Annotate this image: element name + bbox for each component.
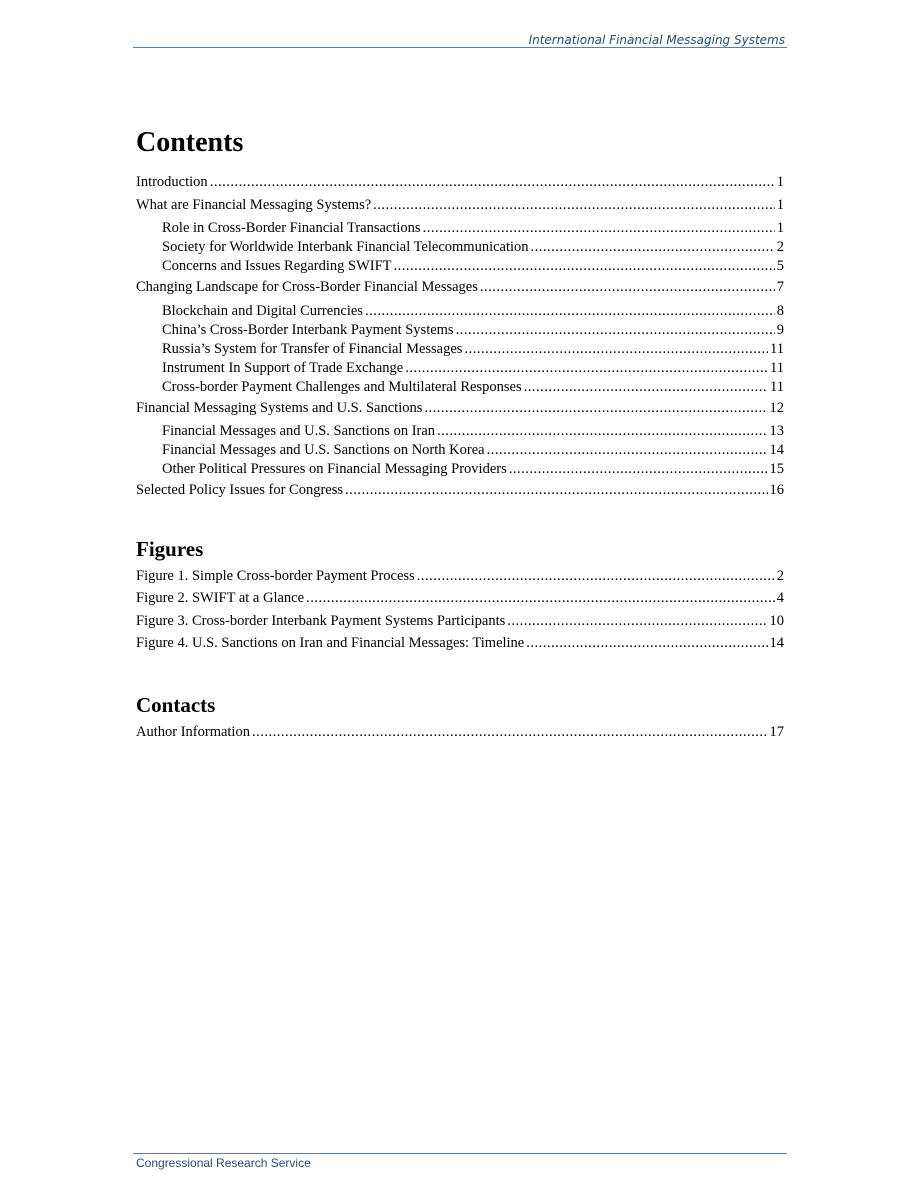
toc-entry-page: 1 [776,196,784,213]
toc-entry-title: Financial Messaging Systems and U.S. Sanctions [136,399,423,416]
toc-entry-title: Financial Messages and U.S. Sanctions on North Korea [162,442,485,458]
dot-leader [526,632,767,655]
toc-entry-title: Figure 2. SWIFT at a Glance [136,590,305,606]
dot-leader [456,321,775,340]
toc-entry[interactable] [136,479,784,502]
contents-heading: Contents [136,127,244,158]
toc-entry-page: 12 [769,399,784,416]
toc-entry-page: 1 [776,174,784,190]
toc-entry-page: 1 [776,220,784,236]
toc-entry-page: 11 [770,378,784,395]
contacts-list [136,721,784,744]
dot-leader [487,441,768,460]
toc-entry[interactable] [136,610,784,633]
dot-leader [345,479,768,502]
dot-leader [531,238,775,257]
toc-entry-title: Introduction [136,174,208,190]
toc-entry-title: Role in Cross-Border Financial Transactions [162,220,421,236]
toc-entry[interactable] [136,194,784,217]
toc-entry-page: 14 [769,635,784,651]
toc-entry-title: Selected Policy Issues for Congress [136,482,343,498]
toc-subentry[interactable] [136,441,784,460]
toc-entry-page: 2 [776,239,784,255]
toc-subentry[interactable] [136,238,784,257]
toc-entry[interactable] [136,397,784,420]
toc-entry-title: Changing Landscape for Cross-Border Financial Messages [136,279,478,295]
toc-entry-page: 11 [770,359,784,376]
toc-entry-page: 4 [776,590,784,606]
toc-subentry[interactable] [136,422,784,441]
toc-subentry[interactable] [136,257,784,276]
toc-entry-title: What are Financial Messaging Systems? [136,196,372,213]
toc-entry[interactable] [136,171,784,194]
header-divider [133,47,787,48]
toc-entry-title: Blockchain and Digital Currencies [162,302,363,319]
toc-entry-page: 16 [769,482,784,498]
toc-entry-title: Figure 3. Cross-border Interbank Payment Systems Participants [136,612,506,629]
toc-entry-title: Russia’s System for Transfer of Financial Messages [162,340,463,357]
dot-leader [424,397,767,420]
toc-page-body [136,124,784,743]
dot-leader [365,302,775,321]
toc-entry-page: 15 [769,461,784,477]
dot-leader [252,721,768,744]
toc-entry[interactable] [136,587,784,610]
dot-leader [373,194,775,217]
toc-entry-title: Instrument In Support of Trade Exchange [162,359,404,376]
toc-subentry[interactable] [136,302,784,321]
toc-entry-title: Other Political Pressures on Financial Messaging Providers [162,461,507,477]
contacts-heading: Contacts [136,692,216,717]
dot-leader [480,276,775,299]
dot-leader [437,422,767,441]
dot-leader [405,359,768,378]
footer-divider [133,1153,787,1154]
toc-entry-page: 11 [770,340,784,357]
dot-leader [417,565,775,588]
toc-subentry[interactable] [136,321,784,340]
toc-entry-page: 13 [769,423,784,439]
dot-leader [306,587,775,610]
toc-entry[interactable] [136,565,784,588]
toc-entry-page: 9 [776,321,784,338]
dot-leader [507,610,767,633]
toc-entry-title: Concerns and Issues Regarding SWIFT [162,258,392,274]
toc-entry-title: Figure 1. Simple Cross-border Payment Process [136,567,415,584]
dot-leader [524,378,768,397]
toc-entry-title: Author Information [136,723,250,740]
dot-leader [509,460,768,479]
toc-entry-title: Society for Worldwide Interbank Financial Telecommunication [162,239,529,255]
toc-subentry[interactable] [136,460,784,479]
toc-subentry[interactable] [136,378,784,397]
toc-subentry[interactable] [136,219,784,238]
footer-publisher: Congressional Research Service [136,1156,311,1170]
dot-leader [464,340,768,359]
toc-entry-page: 8 [776,302,784,319]
toc-entry-page: 7 [776,279,784,295]
toc-subentry[interactable] [136,340,784,359]
contents-list [136,171,784,502]
toc-entry[interactable] [136,632,784,655]
figures-list [136,565,784,655]
figures-heading: Figures [136,536,204,561]
toc-entry-page: 2 [776,567,784,584]
toc-entry[interactable] [136,721,784,744]
dot-leader [394,257,775,276]
toc-entry[interactable] [136,276,784,299]
running-header: International Financial Messaging Systems [528,33,785,47]
toc-entry-title: Figure 4. U.S. Sanctions on Iran and Financial Messages: Timeline [136,635,525,651]
toc-entry-page: 5 [776,258,784,274]
toc-entry-page: 14 [769,442,784,458]
toc-subentry[interactable] [136,359,784,378]
toc-entry-page: 17 [769,723,784,740]
dot-leader [210,171,775,194]
toc-entry-title: China’s Cross-Border Interbank Payment Systems [162,321,454,338]
toc-entry-title: Cross-border Payment Challenges and Multilateral Responses [162,378,522,395]
toc-entry-title: Financial Messages and U.S. Sanctions on Iran [162,423,436,439]
toc-entry-page: 10 [769,612,784,629]
dot-leader [423,219,775,238]
